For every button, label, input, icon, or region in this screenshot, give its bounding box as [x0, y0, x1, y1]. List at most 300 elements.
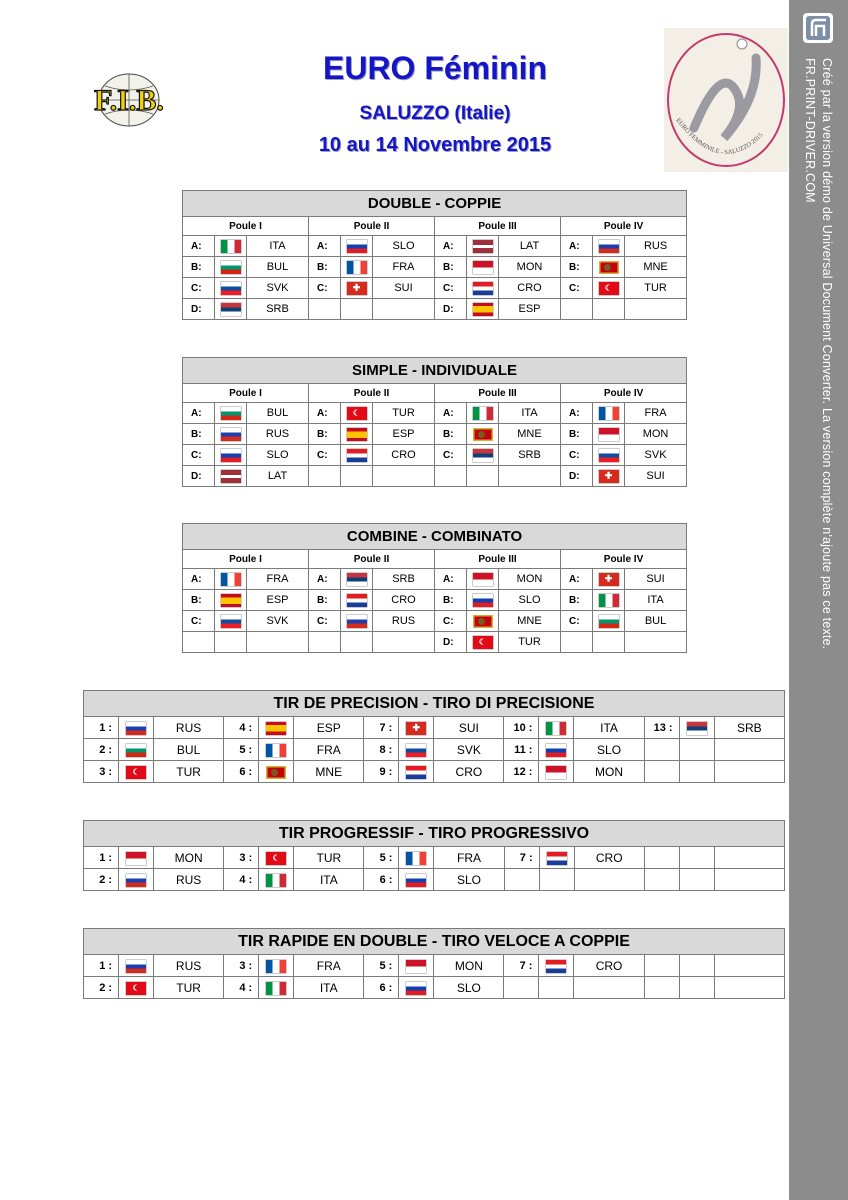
seed-letter: B: — [309, 424, 341, 445]
event-dates: 10 au 14 Novembre 2015 — [318, 134, 552, 156]
flag-cell — [119, 761, 154, 783]
country-code: RUS — [154, 869, 224, 891]
flag-mne-icon — [473, 428, 493, 441]
flag-slo-icon — [406, 982, 426, 995]
flag-cell — [467, 424, 499, 445]
flag-cell — [593, 236, 625, 257]
seed-letter: B: — [435, 257, 467, 278]
flag-cell — [259, 717, 294, 739]
table-title: SIMPLE - INDIVIDUALE — [183, 358, 687, 384]
country-code: FRA — [247, 569, 309, 590]
country-code: CRO — [574, 847, 644, 869]
empty-cell — [593, 632, 625, 653]
country-code: SLO — [434, 977, 504, 999]
flag-lat-icon — [473, 240, 493, 253]
table-header — [183, 191, 687, 217]
flag-mne-icon — [266, 766, 286, 779]
empty-cell — [309, 632, 341, 653]
flag-cell — [215, 569, 247, 590]
country-code: ITA — [247, 236, 309, 257]
rank-number: 9 : — [364, 761, 399, 783]
pool-label: Poule I — [183, 384, 309, 403]
pool-label: Poule IV — [561, 384, 687, 403]
seed-letter: A: — [561, 569, 593, 590]
country-code: SLO — [434, 869, 504, 891]
seed-letter: B: — [435, 424, 467, 445]
flag-fra-icon — [599, 407, 619, 420]
seed-letter: A: — [435, 403, 467, 424]
flag-cell — [539, 739, 574, 761]
flag-cell — [467, 611, 499, 632]
rank-number: 12 : — [504, 761, 539, 783]
rank-number: 1 : — [84, 717, 119, 739]
flag-ita-icon — [266, 874, 286, 887]
country-code: SVK — [247, 278, 309, 299]
rank-number: 2 : — [84, 977, 119, 999]
seed-letter: D: — [435, 632, 467, 653]
table-title: DOUBLE - COPPIE — [183, 191, 687, 217]
country-code: RUS — [373, 611, 435, 632]
seed-letter: C: — [561, 611, 593, 632]
pool-label: Poule I — [183, 217, 309, 236]
country-code: SLO — [373, 236, 435, 257]
flag-cell — [593, 424, 625, 445]
rank-number: 4 : — [224, 717, 259, 739]
empty-cell — [467, 466, 499, 487]
flag-cell — [593, 403, 625, 424]
flag-bul-icon — [221, 407, 241, 420]
empty-cell — [373, 632, 435, 653]
simple-individuale-table — [182, 357, 687, 487]
seed-letter: C: — [183, 611, 215, 632]
country-code: MON — [499, 569, 561, 590]
country-code: SRB — [373, 569, 435, 590]
rank-number: 2 : — [84, 869, 119, 891]
flag-cell — [467, 257, 499, 278]
country-code: ITA — [499, 403, 561, 424]
country-code: SRB — [247, 299, 309, 320]
flag-cell — [259, 761, 294, 783]
watermark-sidebar — [789, 0, 848, 1200]
flag-sui-icon: ✚ — [347, 282, 367, 295]
flag-slo-icon — [221, 449, 241, 462]
flag-slo-icon — [347, 240, 367, 253]
empty-cell — [539, 977, 574, 999]
table-row — [84, 761, 785, 783]
rank-number: 4 : — [224, 977, 259, 999]
watermark-line-2: FR.PRINT-DRIVER.COM — [803, 58, 817, 203]
country-code: RUS — [625, 236, 687, 257]
country-code: LAT — [499, 236, 561, 257]
flag-cell — [593, 590, 625, 611]
country-code: SLO — [499, 590, 561, 611]
country-code: FRA — [373, 257, 435, 278]
country-code: FRA — [294, 955, 364, 977]
tir-precision-table — [83, 690, 785, 783]
rank-number: 7 : — [364, 717, 399, 739]
flag-tur-icon: ☾ — [599, 282, 619, 295]
tir-progressif-table — [83, 820, 785, 891]
seed-letter: C: — [309, 278, 341, 299]
flag-cell — [467, 299, 499, 320]
flag-cell — [259, 955, 294, 977]
watermark-text — [801, 58, 835, 649]
flag-svk-icon — [406, 744, 426, 757]
seed-letter: A: — [309, 569, 341, 590]
flag-cell — [341, 257, 373, 278]
rank-number: 10 : — [504, 717, 539, 739]
rank-number: 5 : — [364, 955, 399, 977]
flag-cell — [399, 847, 434, 869]
country-code: FRA — [625, 403, 687, 424]
pool-header-row — [183, 384, 687, 403]
flag-cro-icon — [347, 594, 367, 607]
country-code: MNE — [499, 424, 561, 445]
country-code: ITA — [574, 717, 644, 739]
flag-cell — [593, 445, 625, 466]
rank-number: 11 : — [504, 739, 539, 761]
country-code: MON — [625, 424, 687, 445]
empty-cell — [504, 977, 539, 999]
empty-cell — [679, 739, 714, 761]
flag-cell — [467, 569, 499, 590]
flag-cro-icon — [473, 282, 493, 295]
table-row — [84, 717, 785, 739]
flag-cell — [467, 632, 499, 653]
table-row — [84, 869, 785, 891]
flag-cell — [341, 278, 373, 299]
country-code: CRO — [434, 761, 504, 783]
seed-letter: A: — [183, 403, 215, 424]
country-code: FRA — [294, 739, 364, 761]
empty-cell — [561, 299, 593, 320]
flag-cell — [119, 739, 154, 761]
pool-header-row — [183, 217, 687, 236]
flag-cell — [215, 445, 247, 466]
converter-badge-icon — [802, 12, 834, 44]
country-code: ESP — [373, 424, 435, 445]
seed-letter: A: — [183, 236, 215, 257]
rank-number: 3 : — [84, 761, 119, 783]
flag-srb-icon — [473, 449, 493, 462]
table-row — [183, 569, 687, 590]
flag-cro-icon — [546, 960, 566, 973]
table-row — [183, 424, 687, 445]
empty-cell — [504, 869, 539, 891]
flag-cell — [467, 278, 499, 299]
combine-combinato-table — [182, 523, 687, 653]
empty-cell — [679, 955, 714, 977]
country-code: SUI — [625, 466, 687, 487]
rank-number: 5 : — [364, 847, 399, 869]
flag-esp-icon — [473, 303, 493, 316]
empty-cell — [309, 299, 341, 320]
empty-cell — [679, 847, 714, 869]
flag-cell — [399, 869, 434, 891]
empty-cell — [593, 299, 625, 320]
seed-letter: A: — [435, 236, 467, 257]
rank-number: 8 : — [364, 739, 399, 761]
country-code: BUL — [625, 611, 687, 632]
country-code: RUS — [247, 424, 309, 445]
country-code: MNE — [294, 761, 364, 783]
table-row — [183, 466, 687, 487]
empty-cell — [183, 632, 215, 653]
flag-cell — [119, 977, 154, 999]
seed-letter: C: — [183, 445, 215, 466]
seed-letter: C: — [309, 445, 341, 466]
country-code: BUL — [247, 403, 309, 424]
flag-cell — [539, 847, 574, 869]
pool-label: Poule III — [435, 217, 561, 236]
country-code: ESP — [294, 717, 364, 739]
empty-cell — [561, 632, 593, 653]
flag-rus-icon — [221, 428, 241, 441]
flag-bul-icon — [599, 615, 619, 628]
flag-sui-icon: ✚ — [599, 470, 619, 483]
flag-rus-icon — [126, 722, 146, 735]
rank-number: 1 : — [84, 847, 119, 869]
country-code: MON — [434, 955, 504, 977]
flag-bul-icon — [221, 261, 241, 274]
seed-letter: A: — [309, 236, 341, 257]
country-code: CRO — [499, 278, 561, 299]
table-header — [84, 821, 785, 847]
flag-cell — [399, 739, 434, 761]
table-row — [183, 403, 687, 424]
empty-cell — [714, 869, 784, 891]
flag-cell — [119, 955, 154, 977]
empty-cell — [435, 466, 467, 487]
flag-cell — [215, 590, 247, 611]
empty-cell — [574, 869, 644, 891]
country-code: FRA — [434, 847, 504, 869]
flag-cell — [341, 569, 373, 590]
table-row — [84, 739, 785, 761]
flag-cell — [215, 299, 247, 320]
empty-cell — [309, 466, 341, 487]
seed-letter: D: — [435, 299, 467, 320]
empty-cell — [714, 955, 784, 977]
flag-mon-icon — [473, 573, 493, 586]
rank-number: 5 : — [224, 739, 259, 761]
flag-cell — [215, 278, 247, 299]
country-code: BUL — [247, 257, 309, 278]
table-row — [183, 299, 687, 320]
flag-esp-icon — [221, 594, 241, 607]
flag-ita-icon — [599, 594, 619, 607]
flag-cell — [341, 403, 373, 424]
flag-cro-icon — [547, 852, 567, 865]
empty-cell — [574, 977, 644, 999]
empty-cell — [341, 466, 373, 487]
table-header — [183, 524, 687, 550]
flag-cro-icon — [347, 449, 367, 462]
seed-letter: B: — [183, 424, 215, 445]
flag-cell — [259, 739, 294, 761]
seed-letter: B: — [561, 257, 593, 278]
table-title: TIR RAPIDE EN DOUBLE - TIRO VELOCE A COPPIE — [84, 929, 785, 955]
table-header — [84, 691, 785, 717]
country-code: RUS — [154, 955, 224, 977]
country-code: SRB — [714, 717, 784, 739]
country-code: ITA — [625, 590, 687, 611]
flag-fra-icon — [406, 852, 426, 865]
country-code: ESP — [499, 299, 561, 320]
seed-letter: B: — [309, 590, 341, 611]
flag-cell — [341, 445, 373, 466]
seed-letter: A: — [561, 403, 593, 424]
seed-letter: C: — [309, 611, 341, 632]
flag-cell — [215, 424, 247, 445]
flag-cell — [679, 717, 714, 739]
empty-cell — [539, 869, 574, 891]
empty-cell — [499, 466, 561, 487]
seed-letter: A: — [561, 236, 593, 257]
seed-letter: C: — [561, 445, 593, 466]
empty-cell — [644, 977, 679, 999]
country-code: SLO — [574, 739, 644, 761]
pool-label: Poule II — [309, 384, 435, 403]
seed-letter: C: — [183, 278, 215, 299]
flag-esp-icon — [347, 428, 367, 441]
flag-cell — [341, 611, 373, 632]
seed-letter: C: — [435, 445, 467, 466]
pool-header-row — [183, 550, 687, 569]
seed-letter: B: — [561, 424, 593, 445]
flag-cell — [399, 977, 434, 999]
flag-rus-icon — [126, 960, 146, 973]
country-code: CRO — [373, 445, 435, 466]
country-code: MON — [574, 761, 644, 783]
flag-cell — [259, 847, 294, 869]
country-code: SUI — [373, 278, 435, 299]
table-row — [183, 278, 687, 299]
seed-letter: D: — [561, 466, 593, 487]
flag-cell — [467, 403, 499, 424]
seed-letter: C: — [561, 278, 593, 299]
page-subtitle: SALUZZO (Italie) — [359, 103, 511, 124]
table-row — [84, 977, 785, 999]
seed-letter: A: — [183, 569, 215, 590]
empty-cell — [625, 299, 687, 320]
double-coppie-table — [182, 190, 687, 320]
pool-label: Poule IV — [561, 550, 687, 569]
flag-rus-icon — [599, 240, 619, 253]
pool-label: Poule III — [435, 384, 561, 403]
flag-fra-icon — [347, 261, 367, 274]
country-code: BUL — [154, 739, 224, 761]
flag-srb-icon — [687, 722, 707, 735]
euro-feminin-logo — [664, 28, 788, 172]
seed-letter: B: — [561, 590, 593, 611]
flag-cell — [215, 403, 247, 424]
seed-letter: B: — [183, 257, 215, 278]
empty-cell — [373, 466, 435, 487]
flag-cell — [215, 236, 247, 257]
flag-cell — [119, 717, 154, 739]
watermark-line-1: Créé par la version démo de Universal Document Converter. La version complète n'ajoute pas ce texte. — [820, 58, 834, 650]
empty-cell — [625, 632, 687, 653]
table-row — [183, 590, 687, 611]
empty-cell — [644, 869, 679, 891]
flag-cell — [539, 955, 574, 977]
flag-mon-icon — [473, 261, 493, 274]
flag-cell — [399, 955, 434, 977]
flag-tur-icon: ☾ — [126, 982, 146, 995]
flag-cell — [399, 717, 434, 739]
table-row — [84, 847, 785, 869]
flag-cell — [467, 445, 499, 466]
flag-mon-icon — [126, 852, 146, 865]
country-code: ESP — [247, 590, 309, 611]
tir-rapide-double-table — [83, 928, 785, 999]
flag-rus-icon — [347, 615, 367, 628]
empty-cell — [644, 847, 679, 869]
flag-fra-icon — [266, 744, 286, 757]
empty-cell — [679, 977, 714, 999]
country-code: TUR — [154, 761, 224, 783]
flag-svk-icon — [599, 449, 619, 462]
country-code: ITA — [294, 977, 364, 999]
rank-number: 3 : — [224, 955, 259, 977]
flag-cell — [539, 717, 574, 739]
flag-mne-icon — [473, 615, 493, 628]
flag-cell — [593, 257, 625, 278]
rank-number: 1 : — [84, 955, 119, 977]
table-row — [183, 445, 687, 466]
seed-letter: C: — [435, 278, 467, 299]
flag-cell — [593, 466, 625, 487]
seed-letter: A: — [435, 569, 467, 590]
rank-number: 13 : — [644, 717, 679, 739]
flag-cell — [119, 869, 154, 891]
fib-logo — [58, 72, 200, 128]
pool-label: Poule II — [309, 217, 435, 236]
country-code: SVK — [625, 445, 687, 466]
flag-cell — [399, 761, 434, 783]
flag-srb-icon — [221, 303, 241, 316]
country-code: LAT — [247, 466, 309, 487]
flag-svk-icon — [221, 615, 241, 628]
country-code: ITA — [294, 869, 364, 891]
empty-cell — [215, 632, 247, 653]
flag-slo-icon — [473, 594, 493, 607]
country-code: TUR — [373, 403, 435, 424]
table-row — [183, 611, 687, 632]
flag-esp-icon — [266, 722, 286, 735]
country-code: MON — [499, 257, 561, 278]
empty-cell — [341, 632, 373, 653]
fib-logo-text: F.I.B. — [94, 84, 164, 117]
flag-cell — [341, 424, 373, 445]
flag-cell — [215, 611, 247, 632]
flag-tur-icon: ☾ — [126, 766, 146, 779]
country-code: SUI — [625, 569, 687, 590]
table-row — [183, 257, 687, 278]
rank-number: 3 : — [224, 847, 259, 869]
empty-cell — [714, 739, 784, 761]
flag-cell — [341, 236, 373, 257]
flag-svk-icon — [221, 282, 241, 295]
country-code: CRO — [373, 590, 435, 611]
seed-letter: B: — [183, 590, 215, 611]
flag-cell — [119, 847, 154, 869]
flag-mne-icon — [599, 261, 619, 274]
country-code: TUR — [625, 278, 687, 299]
flag-cell — [215, 466, 247, 487]
empty-cell — [679, 761, 714, 783]
